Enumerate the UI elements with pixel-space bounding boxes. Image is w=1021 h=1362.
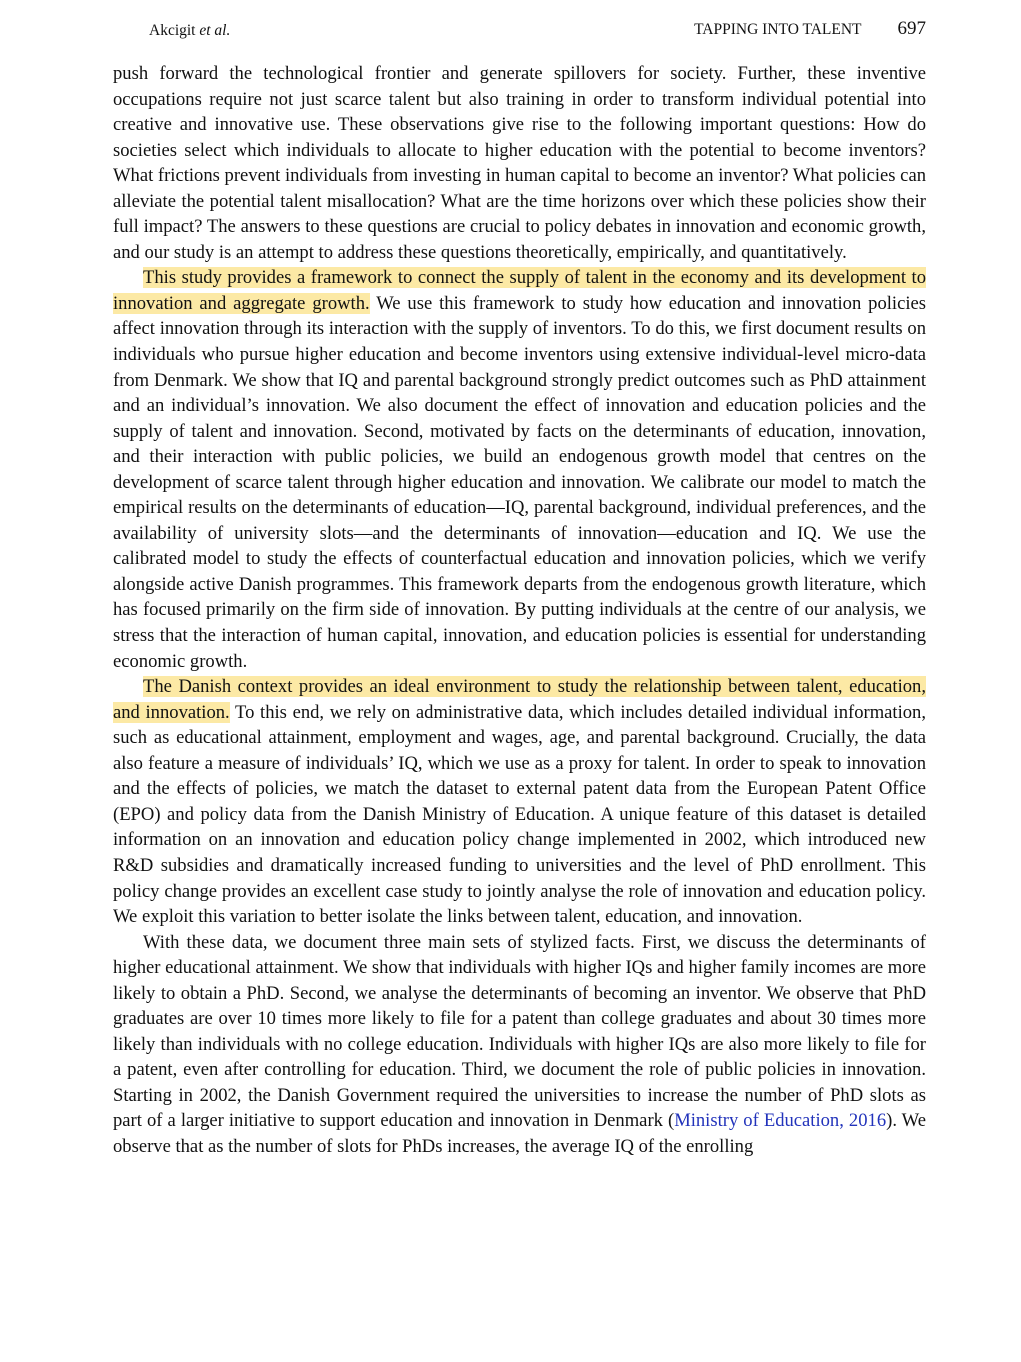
paragraph-4-text-b: ). We observe that as the number of slots for PhDs increases, the average IQ of the enrolling <box>113 1110 926 1157</box>
highlighted-sentence-1[interactable]: This study provides a framework to connect the supply of talent in the economy and its development to innovation and aggregate growth. <box>113 267 926 314</box>
paragraph-1: push forward the technological frontier and generate spillovers for society. Further, these inventive occupations require not just scarce talent but also training in order to transform individual potential into creative and innovative use. These observations give rise to the following important questions: How do societies select which individuals to allocate to higher education with the potential to become inventors? What frictions prevent individuals from investing in human capital to become an inventor? What policies can alleviate the potential talent misallocation? What are the time horizons over which these policies show their full impact? The answers to these questions are crucial to policy debates in innovation and economic growth, and our study is an attempt to address these questions theoretically, empirically, and quantitatively. <box>113 63 926 263</box>
paragraph-3-text: To this end, we rely on administrative data, which includes detailed individual information, such as educational attainment, employment and wages, age, and parental background. Crucially, the data also feature a measure of individuals’ IQ, which we use as a proxy for talent. In order to speak to innovation and the effects of policies, we match the dataset to external patent data from the European Patent Office (EPO) and policy data from the Danish Ministry of Education. A unique feature of this dataset is detailed information on an innovation and education policy change implemented in 2002, which introduced new R&D subsidies and dramatically increased funding to universities and the level of PhD enrollment. This policy change provides an excellent case study to jointly analyse the role of innovation and education policy. We exploit this variation to better isolate the links between talent, education, and innovation. <box>113 701 926 928</box>
author-name: Akcigit <box>149 22 196 39</box>
author-header <box>149 22 230 40</box>
title-header <box>694 18 926 40</box>
author-suffix: et al. <box>199 22 231 39</box>
running-header <box>113 18 926 46</box>
paragraph-2-text: We use this framework to study how education and innovation policies affect innovation through its interaction with the supply of inventors. To do this, we first document results on individuals who pursue higher education and become inventors using extensive individual-level micro-data from Denmark. We show that IQ and parental background strongly predict outcomes such as PhD attainment and an individual’s innovation. We also document the effect of innovation and education policies and the supply of talent and innovation. Second, motivated by facts on the determinants of education, innovation, and their interaction with public policies, we build an endogenous growth model that centres on the development of scarce talent through higher education and innovation. We calibrate our model to match the empirical results on the determinants of education—IQ, parental background, individual preferences, and the availability of university slots—and the determinants of innovation—education and IQ. We use the calibrated model to study the effects of counterfactual education and innovation policies, which we verify alongside active Danish programmes. This framework departs from the endogenous growth literature, which has focused primarily on the firm side of innovation. By putting individuals at the centre of our analysis, we stress that the interaction of human capital, innovation, and education policies is essential for understanding economic growth. <box>113 292 926 672</box>
highlighted-sentence-2[interactable]: The Danish context provides an ideal environment to study the relationship between talent, education, and innovation. <box>113 676 926 723</box>
page-number: 697 <box>897 18 926 39</box>
paragraph-3 <box>113 674 926 929</box>
running-title: TAPPING INTO TALENT <box>694 21 862 38</box>
citation-link[interactable]: Ministry of Education, 2016 <box>674 1110 887 1132</box>
body-text <box>113 61 926 1160</box>
paragraph-2 <box>113 265 926 674</box>
paragraph-4-text-a: With these data, we document three main sets of stylized facts. First, we discuss the determinants of higher educational attainment. We show that individuals with higher IQs and higher family incomes are more likely to obtain a PhD. Second, we analyse the determinants of becoming an inventor. We observe that PhD graduates are over 10 times more likely to file for a patent than college graduates and about 30 times more likely than individuals with no college education. Individuals with higher IQs are also more likely to file for a patent, even after controlling for education. Third, we document the role of public policies in innovation. Starting in 2002, the Danish Government required the universities to increase the number of PhD slots as part of a larger initiative to support education and innovation in Denmark ( <box>113 931 926 1132</box>
paragraph-4 <box>113 930 926 1160</box>
